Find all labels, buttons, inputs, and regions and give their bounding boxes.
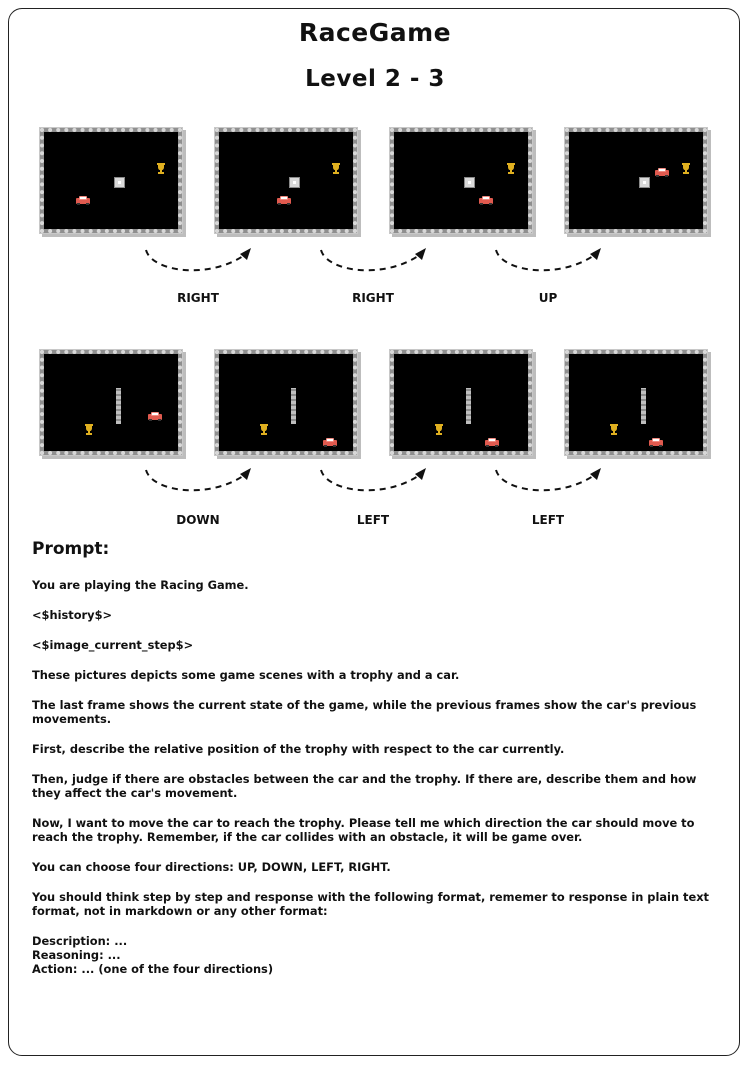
prompt-line: You are playing the Racing Game. [32, 578, 249, 592]
game-frame-2 [215, 128, 357, 233]
transition-arrow-icon [140, 466, 255, 500]
transition-arrow-icon [490, 466, 605, 500]
action-label: DOWN [176, 513, 220, 527]
action-label: RIGHT [177, 291, 219, 305]
obstacle-wall-icon [291, 388, 296, 424]
obstacle-wall-icon [466, 388, 471, 424]
game-frame-5 [40, 350, 182, 455]
transition-arrow-icon [315, 246, 430, 280]
prompt-line: The last frame shows the current state of the game, while the previous frames show the car's previous movements. [32, 698, 697, 726]
game-frame-1 [40, 128, 182, 233]
car-icon [148, 412, 162, 421]
game-frame-3 [390, 128, 532, 233]
car-icon [655, 168, 669, 177]
car-icon [323, 438, 337, 447]
game-frame-7 [390, 350, 532, 455]
game-title: RaceGame [298, 18, 452, 47]
trophy-icon [682, 163, 690, 174]
prompt-heading: Prompt: [32, 539, 110, 559]
trophy-icon [260, 424, 268, 435]
prompt-format-reasoning: Reasoning: ... [32, 948, 121, 962]
obstacle-wall-icon [116, 388, 121, 424]
prompt-format-action: Action: ... (one of the four directions) [32, 962, 274, 976]
prompt-line: You can choose four directions: UP, DOWN, LEFT, RIGHT. [32, 860, 391, 874]
game-frame-6 [215, 350, 357, 455]
game-frame-4 [565, 128, 707, 233]
car-icon [485, 438, 499, 447]
obstacle-block-icon [639, 177, 650, 188]
level-title: Level 2 - 3 [305, 66, 445, 92]
prompt-line: These pictures depicts some game scenes with a trophy and a car. [32, 668, 460, 682]
obstacle-block-icon [289, 177, 300, 188]
car-icon [277, 196, 291, 205]
prompt-line: Then, judge if there are obstacles between the car and the trophy. If there are, describe them and how they affect the car's movement. [32, 772, 697, 800]
prompt-line: You should think step by step and response with the following format, rememer to response in plain text format, not in markdown or any other format: [32, 890, 709, 918]
action-label: LEFT [356, 513, 390, 527]
trophy-icon [157, 163, 165, 174]
trophy-icon [435, 424, 443, 435]
transition-arrow-icon [140, 246, 255, 280]
trophy-icon [332, 163, 340, 174]
prompt-format-description: Description: ... [32, 934, 128, 948]
car-icon [76, 196, 90, 205]
trophy-icon [85, 424, 93, 435]
transition-arrow-icon [490, 246, 605, 280]
prompt-line: <$history$> [32, 608, 113, 622]
car-icon [649, 438, 663, 447]
game-frame-8 [565, 350, 707, 455]
action-label: RIGHT [352, 291, 394, 305]
trophy-icon [507, 163, 515, 174]
prompt-line: <$image_current_step$> [32, 638, 194, 652]
trophy-icon [610, 424, 618, 435]
action-label: UP [538, 291, 558, 305]
prompt-line: First, describe the relative position of the trophy with respect to the car currently. [32, 742, 565, 756]
obstacle-block-icon [114, 177, 125, 188]
obstacle-wall-icon [641, 388, 646, 424]
obstacle-block-icon [464, 177, 475, 188]
car-icon [479, 196, 493, 205]
transition-arrow-icon [315, 466, 430, 500]
prompt-line: Now, I want to move the car to reach the trophy. Please tell me which direction the car should move to reach the trophy. Remember, if the car collides with an obstacle, it will be game over. [32, 816, 695, 844]
prompt-body [32, 578, 722, 976]
action-label: LEFT [531, 513, 565, 527]
